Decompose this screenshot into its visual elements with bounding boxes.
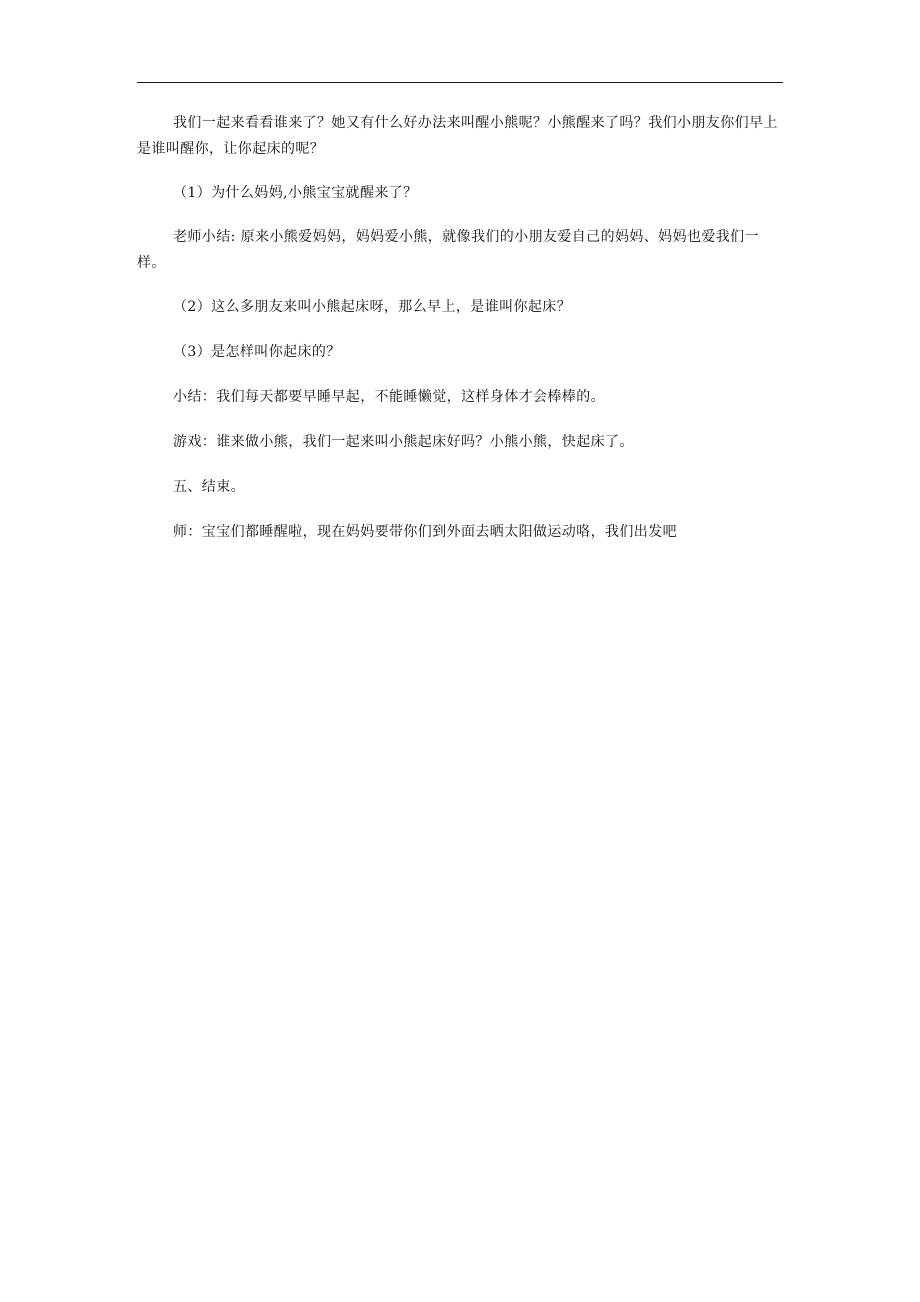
section-heading-ending: 五、结束。 (173, 479, 245, 495)
paragraph-teacher-closing: 师：宝宝们都睡醒啦，现在妈妈要带你们到外面去晒太阳做运动咯，我们出发吧 (173, 524, 677, 540)
document-body (137, 110, 783, 545)
header-divider (137, 82, 783, 83)
paragraph-summary: 小结：我们每天都要早睡早起，不能睡懒觉，这样身体才会棒棒的。 (173, 389, 605, 405)
paragraph-teacher-summary: 老师小结: 原来小熊爱妈妈，妈妈爱小熊，就像我们的小朋友爱自己的妈妈、妈妈也爱我们一样。 (137, 229, 759, 271)
paragraph-question-2: （2）这么多朋友来叫小熊起床呀，那么早上，是谁叫你起床？ (173, 299, 572, 315)
paragraph-intro-question: 我们一起来看看谁来了？她又有什么好办法来叫醒小熊呢？小熊醒来了吗？我们小朋友你们早上是谁叫醒你，让你起床的呢？ (137, 115, 778, 157)
paragraph-question-1: （1）为什么妈妈,小熊宝宝就醒来了？ (173, 185, 418, 201)
paragraph-question-3: （3）是怎样叫你起床的？ (173, 344, 341, 360)
paragraph-game: 游戏：谁来做小熊，我们一起来叫小熊起床好吗？小熊小熊，快起床了。 (173, 434, 634, 450)
